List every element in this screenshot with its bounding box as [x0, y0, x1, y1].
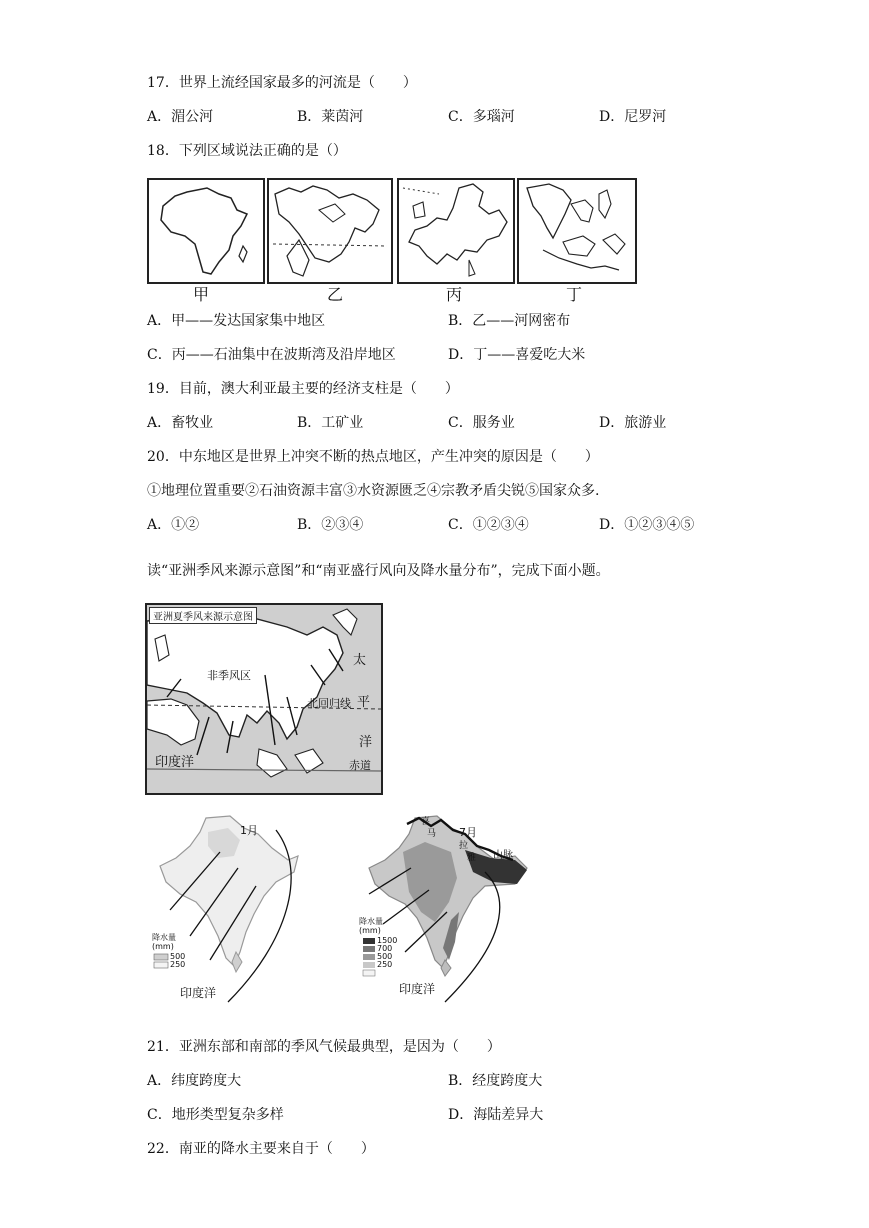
jul-indian-ocean: 印度洋 [399, 982, 436, 996]
jan-legend-500: 500 [170, 952, 186, 961]
question-20-statement: ①地理位置重要②石油资源丰富③水资源匮乏④宗教矛盾尖锐⑤国家众多. [147, 483, 600, 499]
q17-option-c[interactable]: C．多瑙河 [448, 109, 515, 125]
map-label-ding: 丁 [566, 285, 583, 304]
question-22-stem: 22．南亚的降水主要来自于（ ） [147, 1141, 375, 1157]
q19-option-c[interactable]: C．服务业 [448, 415, 515, 431]
asia-map-title: 亚洲夏季风来源示意图 [149, 607, 257, 624]
jul-legend-title: 降水量 [359, 917, 383, 926]
q19-option-a[interactable]: A．畜牧业 [147, 415, 214, 431]
question-21-stem: 21．亚洲东部和南部的季风气候最典型，是因为（ ） [147, 1039, 501, 1055]
question-19-stem: 19．目前，澳大利亚最主要的经济支柱是（ ） [147, 381, 459, 397]
jan-legend-250: 250 [170, 960, 186, 969]
asia-monsoon-map [145, 603, 383, 795]
asia-label-pacific-2: 平 [357, 695, 371, 710]
q18-option-b[interactable]: B．乙——河网密布 [448, 313, 571, 329]
jan-indian-ocean: 印度洋 [180, 986, 217, 1000]
q18-option-a[interactable]: A．甲——发达国家集中地区 [147, 313, 326, 329]
question-17-stem: 17．世界上流经国家最多的河流是（ ） [147, 75, 417, 91]
asia-label-non-monsoon: 非季风区 [207, 669, 251, 682]
jul-legend-1500: 1500 [377, 936, 398, 945]
jul-legend-500: 500 [377, 952, 393, 961]
jul-legend-unit: (mm) [359, 926, 381, 935]
map-label-bing: 丙 [446, 285, 463, 304]
q21-option-c[interactable]: C．地形类型复杂多样 [147, 1107, 284, 1123]
q21-option-d[interactable]: D．海陆差异大 [448, 1107, 544, 1123]
jan-month-label: 1月 [240, 824, 258, 837]
asia-label-equator: 赤道 [349, 759, 371, 772]
q20-option-c[interactable]: C．①②③④ [448, 517, 529, 533]
q21-option-b[interactable]: B．经度跨度大 [448, 1073, 543, 1089]
q19-option-b[interactable]: B．工矿业 [297, 415, 364, 431]
map-middle-east [267, 178, 393, 284]
q21-option-a[interactable]: A．纬度跨度大 [147, 1073, 242, 1089]
question-18-stem: 18．下列区域说法正确的是（） [147, 143, 347, 159]
map-label-jia: 甲 [193, 285, 210, 304]
q17-option-b[interactable]: B．莱茵河 [297, 109, 364, 125]
south-asia-january-map [148, 812, 318, 1008]
jul-legend-700: 700 [377, 944, 393, 953]
q17-option-a[interactable]: A．湄公河 [147, 109, 214, 125]
reading-intro: 读“亚洲季风来源示意图”和“南亚盛行风向及降水量分布”，完成下面小题。 [147, 563, 610, 579]
map-label-yi: 乙 [327, 285, 344, 304]
q17-option-d[interactable]: D．尼罗河 [599, 109, 667, 125]
q19-option-d[interactable]: D．旅游业 [599, 415, 667, 431]
jul-mountain-5: 山脉 [493, 850, 513, 861]
map-southeast-asia [517, 178, 637, 284]
jul-legend-250: 250 [377, 960, 393, 969]
jan-legend-title: 降水量 [152, 933, 176, 942]
question-20-stem: 20．中东地区是世界上冲突不断的热点地区，产生冲突的原因是（ ） [147, 449, 599, 465]
jul-mountain-3: 拉 [459, 841, 469, 851]
asia-label-indian-ocean: 印度洋 [155, 755, 195, 770]
jul-month-label: 7月 [459, 826, 477, 839]
q20-option-d[interactable]: D．①②③④⑤ [599, 517, 695, 533]
q18-option-d[interactable]: D．丁——喜爱吃大米 [448, 347, 586, 363]
map-africa [147, 178, 265, 284]
q20-option-a[interactable]: A．①② [147, 517, 200, 533]
asia-label-tropic: 北回归线 [307, 697, 351, 710]
q18-option-c[interactable]: C．丙——石油集中在波斯湾及沿岸地区 [147, 347, 396, 363]
asia-label-pacific-1: 太 [353, 653, 367, 668]
q20-option-b[interactable]: B．②③④ [297, 517, 364, 533]
asia-label-pacific-3: 洋 [359, 735, 373, 750]
south-asia-july-map [355, 812, 535, 1008]
jul-mountain-2: 马 [427, 829, 437, 839]
jul-mountain-4: 雅 [467, 853, 477, 863]
jan-legend-unit: (mm) [152, 942, 174, 951]
jul-mountain-1: 喜 [421, 817, 431, 827]
map-europe [397, 178, 515, 284]
